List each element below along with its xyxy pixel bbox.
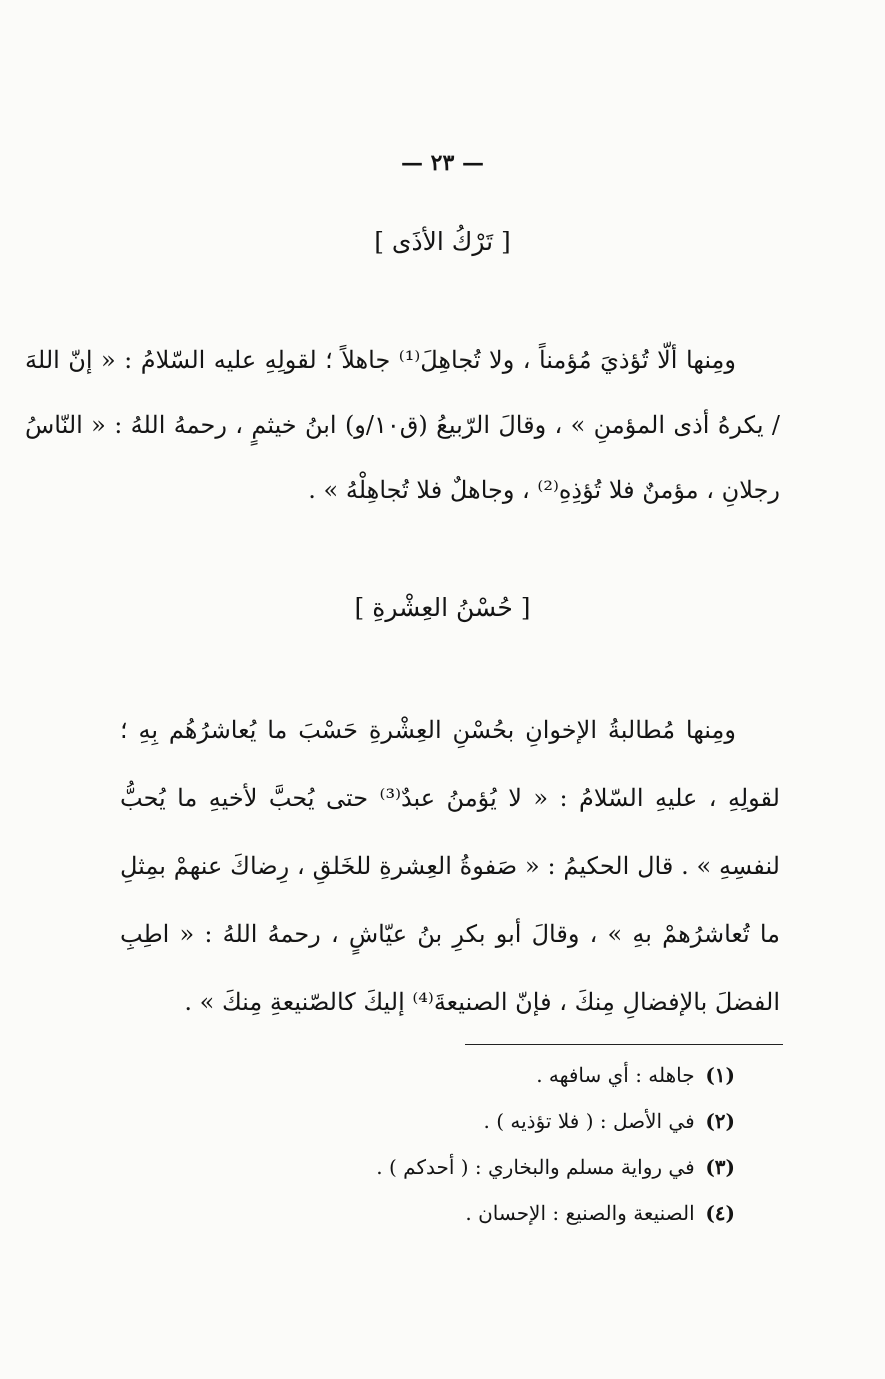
section-paragraph-tark-al-adha — [25, 328, 780, 523]
footnote-text: الصنيعة والصنيع : الإحسان . — [465, 1201, 695, 1225]
paragraph-text: ومِنها مُطالبةُ الإخوانِ بحُسْنِ العِشْرةِ حَسْبَ ما يُعاشرُهُم بِهِ ؛ لقولِهِ ، عليهِ السّلامُ : « لا يُؤمنُ عبدٌ⁽³⁾ حتى يُحبَّ لأخيهِ ما يُحبُّ لنفسِهِ » . قال الحكيمُ : « صَفوةُ العِشرةِ للخَلقِ ، رِضاكَ عنهمْ بمِثلِ ما تُعاشرُهمْ بهِ » ، وقالَ أبو بكرِ بنُ عيّاشٍ ، رحمهُ اللهُ : « اطِبِ الفضلَ بالإفضالِ مِنكَ ، فإنّ الصنيعةَ⁽⁴⁾ إليكَ كالصّنيعةِ مِنكَ » . — [120, 716, 780, 1016]
footnote-separator — [465, 1044, 783, 1045]
footnote-text: جاهله : أي سافهه . — [536, 1063, 695, 1087]
footnote-item — [275, 1052, 735, 1098]
footnote-item — [275, 1190, 735, 1236]
footnotes-list — [275, 1052, 735, 1236]
section-heading-husn-al-ishra: [ حُسْنُ العِشْرةِ ] — [354, 593, 531, 622]
footnote-text: في الأصل : ( فلا تؤذيه ) . — [483, 1109, 695, 1133]
section-paragraph-husn-al-ishra — [120, 696, 780, 1036]
paragraph-text: ومِنها ألّا تُؤذيَ مُؤمناً ، ولا تُجاهِلَ⁽¹⁾ جاهلاً ؛ لقولِهِ عليه السّلامُ : « إنّ اللهَ / يكرهُ أذى المؤمنِ » ، وقالَ الرّبيعُ (ق١٠/و) ابنُ خيثمٍ ، رحمهُ اللهُ : « النّاسُ رجلانِ ، مؤمنٌ فلا تُؤذِهِ⁽²⁾ ، وجاهلٌ فلا تُجاهِلْهُ » . — [25, 346, 780, 504]
page-number: — ٢٣ — — [401, 150, 484, 176]
footnote-number: (٤) — [705, 1201, 735, 1225]
footnote-item — [275, 1098, 735, 1144]
footnote-number: (٣) — [705, 1155, 735, 1179]
footnote-item — [275, 1144, 735, 1190]
footnote-text: في رواية مسلم والبخاري : ( أحدكم ) . — [376, 1155, 695, 1179]
section-heading-tark-al-adha: [ تَرْكُ الأذَى ] — [374, 227, 511, 256]
footnote-number: (٢) — [705, 1109, 735, 1133]
footnote-number: (١) — [705, 1063, 735, 1087]
